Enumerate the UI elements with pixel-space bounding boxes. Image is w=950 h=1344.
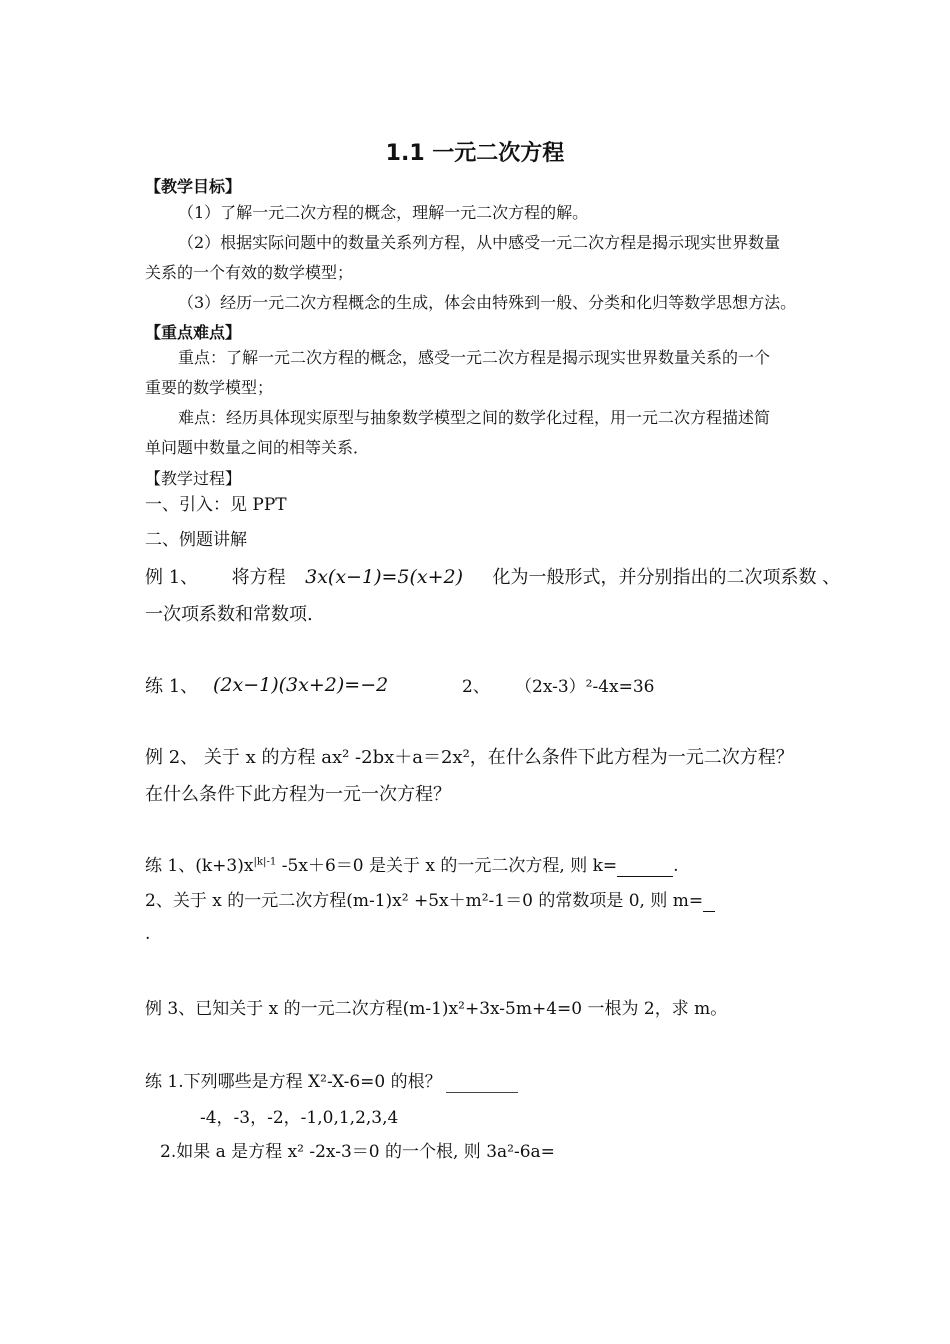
example-1-prefix: 将方程 [231,567,286,588]
answer-blank-m[interactable] [703,891,715,912]
practice-m-end: . [145,924,151,944]
practice-m-line [145,891,715,912]
difficult-point-line1: 难点：经历具体现实原型与抽象数学模型之间的数学化过程，用一元二次方程描述简 [178,408,771,427]
page-title: 1.1 一元二次方程 [385,141,565,166]
objective-1: （1）了解一元二次方程的概念，理解一元二次方程的解。 [178,203,589,222]
example-1-suffix: 化为一般形式，并分别指出的二次项系数 、 [492,567,841,588]
answer-blank-roots[interactable] [446,1072,518,1093]
practice-2-label: 2、 [462,677,490,697]
example-1-label: 例 1、 [145,567,199,588]
example-1-continuation: 一次项系数和常数项. [145,604,313,625]
process-heading: 【教学过程】 [145,469,242,488]
answer-blank-k[interactable] [617,856,673,877]
practice-2-equation: （2x-3）²-4x=36 [515,677,655,697]
objective-2-line1: （2）根据实际问题中的数量关系列方程，从中感受一元二次方程是揭示现实世界数量 [178,233,781,252]
example-2-line1: 例 2、 关于 x 的方程 ax² -2bx＋a＝2x²，在什么条件下此方程为一元二次方程？ [145,747,794,768]
practice-roots-text: 练 1.下列哪些是方程 X²-X-6=0 的根？ [145,1072,442,1092]
practice-1-label: 练 1、 [145,676,199,697]
intro-line: 一、引入：见 PPT [145,495,287,515]
difficult-point-line2: 单问题中数量之间的相等关系． [145,438,370,457]
objectives-heading: 【教学目标】 [145,177,242,196]
key-point-line2: 重要的数学模型； [145,378,274,397]
practice-k-line [145,856,679,877]
key-points-heading: 【重点难点】 [145,323,242,342]
candidate-values: -4，-3，-2，-1,0,1,2,3,4 [200,1108,399,1128]
examples-heading: 二、例题讲解 [145,530,247,550]
practice-k-prefix: 练 1、(k+3)x [145,856,254,876]
practice-m-text: 2、关于 x 的一元二次方程(m-1)x² +5x＋m²-1＝0 的常数项是 0, 则 m= [145,891,704,911]
example-3-line: 例 3、已知关于 x 的一元二次方程(m-1)x²+3x-5m+4=0 一根为 2，求 m。 [145,999,728,1019]
objective-3: （3）经历一元二次方程概念的生成，体会由特殊到一般、分类和化归等数学思想方法。 [178,293,797,312]
example-1-equation: 3x(x−1)=5(x+2) [305,566,464,588]
objective-2-line2: 关系的一个有效的数学模型； [145,263,354,282]
key-point-line1: 重点：了解一元二次方程的概念，感受一元二次方程是揭示现实世界数量关系的一个 [178,348,771,367]
example-2-line2: 在什么条件下此方程为一元一次方程？ [145,784,451,805]
practice-k-exponent: |k|-1 [253,856,277,868]
practice-1-equation: (2x−1)(3x+2)=−2 [213,674,389,696]
practice-k-suffix: -5x＋6＝0 是关于 x 的一元二次方程, 则 k= [276,856,618,876]
example-1-line [145,566,840,589]
practice-roots-line [145,1072,518,1093]
practice-root-a-line: 2.如果 a 是方程 x² -2x-3＝0 的一个根, 则 3a²-6a= [160,1142,555,1162]
practice-k-end: . [673,856,679,876]
